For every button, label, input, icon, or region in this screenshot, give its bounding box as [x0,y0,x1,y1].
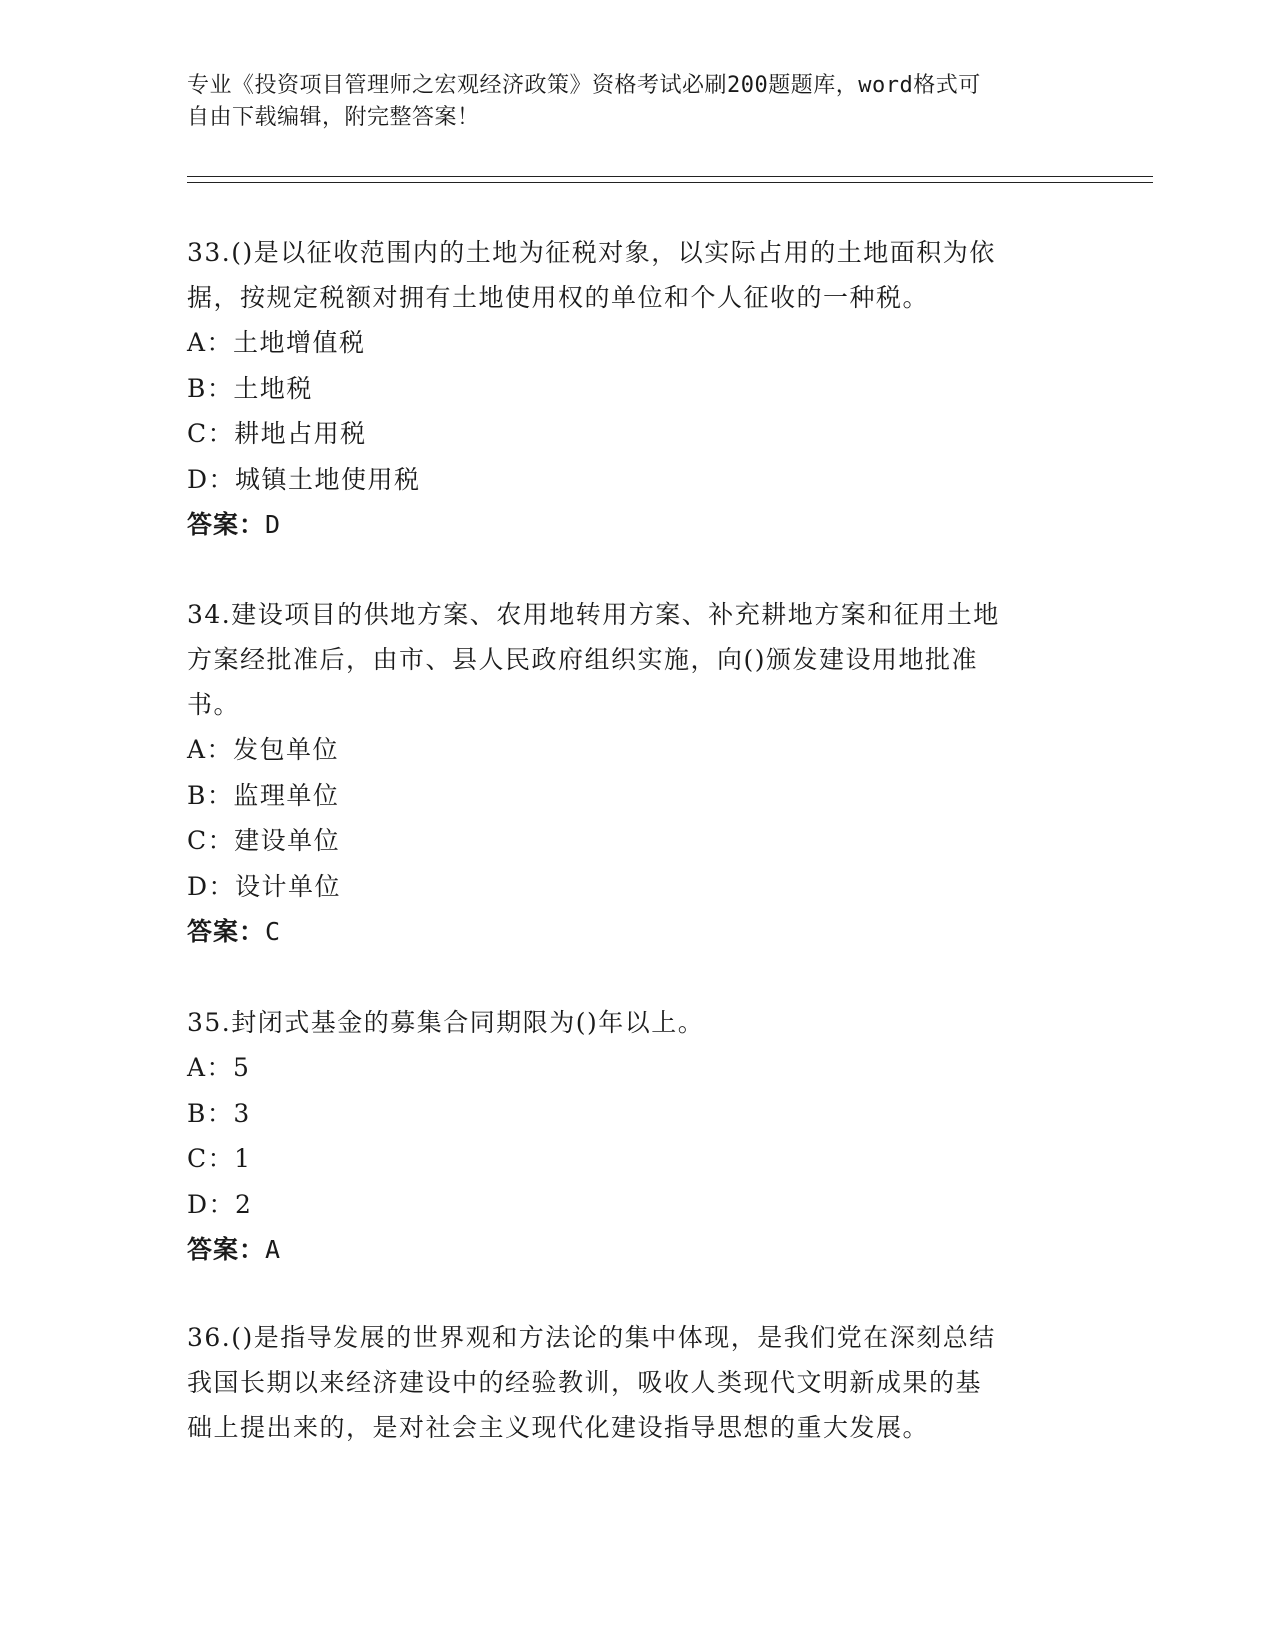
header-divider-top [187,176,1153,177]
question-35 [187,1000,1087,1273]
answer-label: 答案： [187,1235,266,1264]
option-c: C：耕地占用税 [187,419,367,448]
question-stem-line: 34.建设项目的供地方案、农用地转用方案、补充耕地方案和征用土地 [187,600,1000,629]
question-stem-line: 35.封闭式基金的募集合同期限为()年以上。 [187,1008,705,1037]
question-34 [187,592,1087,955]
question-36 [187,1315,1087,1450]
option-b: B：监理单位 [187,780,340,810]
option-b: B：3 [187,1098,251,1128]
option-a: A：5 [187,1053,251,1082]
question-stem-line: 33.()是以征收范围内的土地为征税对象，以实际占用的土地面积为依 [187,238,996,267]
option-c: C：1 [187,1144,252,1173]
answer-value: A [265,1235,282,1264]
answer-line [187,502,1087,548]
question-stem-line: 方案经批准后，由市、县人民政府组织实施，向()颁发建设用地批准 [187,645,979,674]
answer-value: D [265,510,282,539]
option-a: A：土地增值税 [187,328,366,357]
header-divider-bottom [187,182,1153,183]
question-stem-line: 据，按规定税额对拥有土地使用权的单位和个人征收的一种税。 [187,283,930,312]
header-line-1: 专业《投资项目管理师之宏观经济政策》资格考试必刷200题题库，word格式可 [187,73,981,98]
document-header [187,70,1067,134]
option-d: D：设计单位 [187,871,342,901]
option-d: D：2 [187,1189,253,1219]
answer-value: C [265,917,282,946]
question-stem-line: 础上提出来的，是对社会主义现代化建设指导思想的重大发展。 [187,1413,930,1442]
option-b: B：土地税 [187,373,313,403]
header-line-2: 自由下载编辑，附完整答案！ [187,105,480,130]
answer-line [187,1227,1087,1273]
question-stem-line: 36.()是指导发展的世界观和方法论的集中体现，是我们党在深刻总结 [187,1323,996,1352]
answer-line [187,909,1087,955]
answer-label: 答案： [187,510,266,539]
question-33 [187,230,1087,548]
option-d: D：城镇土地使用税 [187,464,421,494]
question-stem-line: 书。 [187,690,241,719]
question-stem-line: 我国长期以来经济建设中的经验教训，吸收人类现代文明新成果的基 [187,1368,983,1397]
option-a: A：发包单位 [187,735,340,764]
answer-label: 答案： [187,917,266,946]
option-c: C：建设单位 [187,826,341,855]
